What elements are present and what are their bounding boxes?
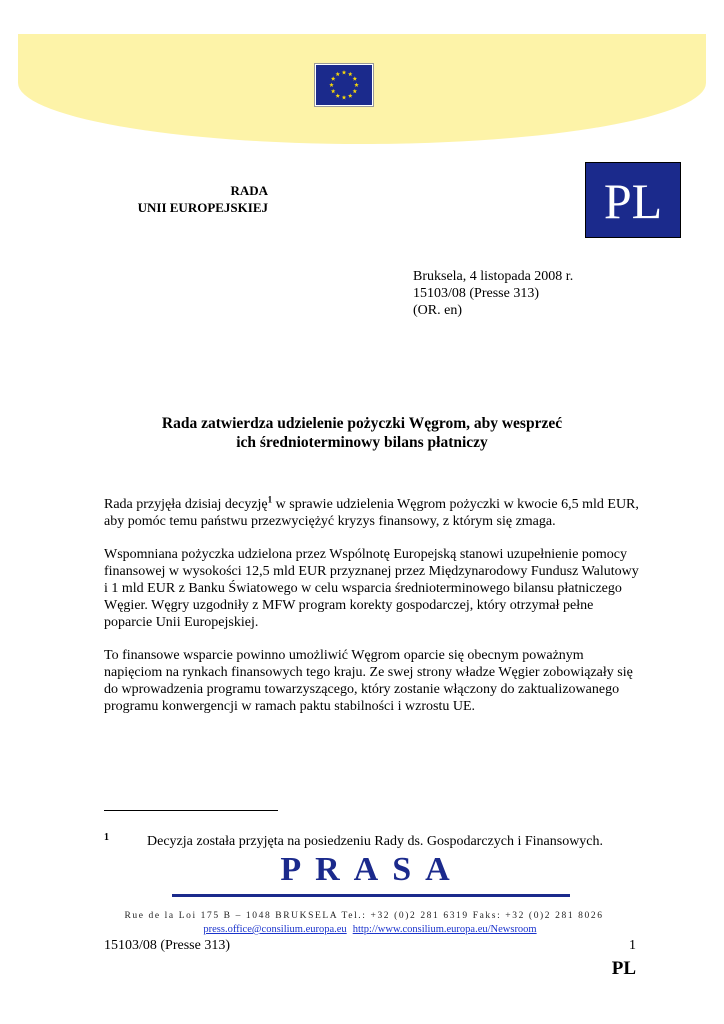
footnote-text: Decyzja została przyjęta na posiedzeniu Rady ds. Gospodarczych i Finansowych. (147, 834, 604, 849)
place-date: Bruksela, 4 listopada 2008 r. (413, 269, 574, 284)
headline-line-1: Rada zatwierdza udzielenie pożyczki Węgrom, aby wesprzeć (161, 415, 563, 432)
paragraph-1-end: w sprawie udzielenia Węgrom pożyczki w kwocie 6,5 mld EUR, aby pomóc temu państwu przezwyciężyć kryzys finansowy, z którym się zmaga. (104, 497, 639, 529)
council-name (100, 182, 268, 216)
dateline (413, 268, 573, 319)
council-line-2: UNII EUROPEJSKIEJ (137, 200, 268, 215)
email-link[interactable]: press.office@consilium.europa.eu (203, 924, 347, 935)
footer-document-reference: 15103/08 (Presse 313) (104, 938, 230, 953)
paragraph-1 (104, 496, 644, 530)
headline-line-2: ich średnioterminowy bilans płatniczy (236, 434, 488, 451)
contact-address: Rue de la Loi 175 B – 1048 BRUKSELA Tel.: +32 (0)2 281 6319 Faks: +32 (0)2 281 8026 (124, 911, 604, 921)
press-title: PRASA (280, 851, 464, 888)
paragraph-2: Wspomniana pożyczka udzielona przez Wspólnotę Europejską stanowi uzupełnienie pomocy finansowej w wysokości 12,5 mld EUR przyznanej przez Międzynarodowy Fundusz Walutowy i 1 mld EUR z Banku Światowego w celu wsparcia średnioterminowego bilansu płatniczego Węgier. Węgry uzgodniły z MFW program korekty gospodarczej, który otrzymał pełne poparcie Unii Europejskiej. (104, 547, 639, 630)
council-line-1: RADA (230, 183, 268, 198)
contact-links (150, 924, 590, 935)
footnote-reference[interactable]: 1 (267, 494, 273, 505)
paragraph-3: To finansowe wsparcie powinno umożliwić Węgrom oparcie się obecnym poważnym napięciom na rynkach finansowych tego kraju. Ze swej strony władze Węgier zobowiązały się do wprowadzenia programu towarzyszącego, który zostanie włączony do zaktualizowanego programu konwergencji w ramach paktu stabilności i wzrostu UE. (104, 648, 633, 714)
footnote-marker: 1 (104, 832, 109, 843)
language-badge: PL (585, 162, 681, 238)
footer-language-code: PL (611, 958, 636, 979)
paragraph-1-start: Rada przyjęła dzisiaj decyzję (104, 497, 268, 512)
footnote-separator (104, 810, 278, 811)
headline (100, 414, 624, 452)
original-language: (OR. en) (413, 303, 462, 318)
website-link[interactable]: http://www.consilium.europa.eu/Newsroom (352, 924, 537, 935)
press-underline (172, 894, 570, 897)
eu-flag-icon (315, 64, 373, 106)
document-reference: 15103/08 (Presse 313) (413, 286, 539, 301)
page-number: 1 (629, 938, 636, 953)
article-body (104, 496, 644, 731)
